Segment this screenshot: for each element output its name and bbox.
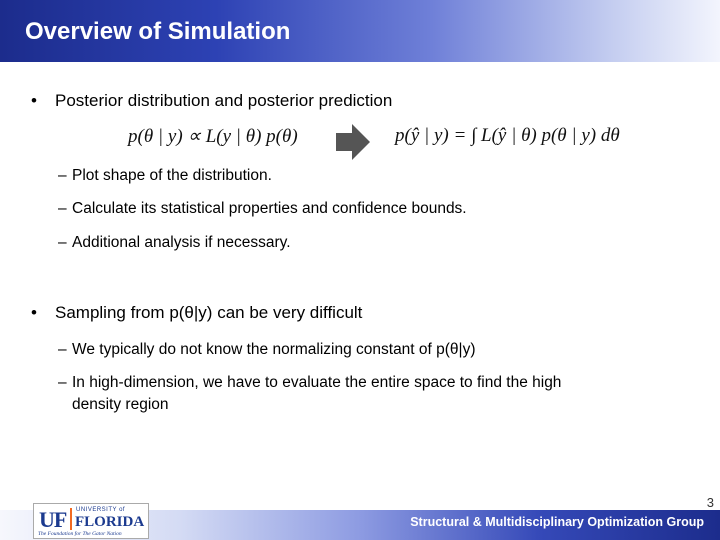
dash-mark: – xyxy=(58,341,67,358)
sub-item-text: In high-dimension, we have to evaluate the entire space to find the high xyxy=(72,374,562,391)
sub-item-text: Additional analysis if necessary. xyxy=(72,234,291,251)
dash-mark: – xyxy=(58,234,67,251)
logo-divider xyxy=(70,508,72,530)
sub-item-text: density region xyxy=(72,396,169,413)
logo-florida: FLORIDA xyxy=(75,514,145,530)
sub-item-text: Plot shape of the distribution. xyxy=(72,167,272,184)
sub-item-text: We typically do not know the normalizing constant of p(θ|y) xyxy=(72,341,476,358)
slide-title: Overview of Simulation xyxy=(25,18,291,45)
bullet-mark: • xyxy=(31,91,37,110)
sub-item-text: Calculate its statistical properties and confidence bounds. xyxy=(72,200,467,217)
logo-uf: UF xyxy=(39,507,67,532)
bullet-1-text: Posterior distribution and posterior prediction xyxy=(55,91,393,110)
bullet-2-text: Sampling from p(θ|y) can be very difficult xyxy=(55,303,363,322)
page-number: 3 xyxy=(706,495,714,510)
dash-mark: – xyxy=(58,374,67,391)
footer-group-name: Structural & Multidisciplinary Optimization Group xyxy=(410,515,704,529)
logo-university-of: UNIVERSITY of xyxy=(76,507,126,513)
right-arrow-icon xyxy=(336,122,372,162)
equation-posterior-prediction: p(ŷ | y) = ∫ L(ŷ | θ) p(θ | y) dθ xyxy=(395,125,620,146)
sub-item-continuation xyxy=(72,394,169,415)
dash-mark: – xyxy=(58,200,67,217)
uf-logo xyxy=(33,503,149,539)
logo-tagline: The Foundation for The Gator Nation xyxy=(38,531,122,537)
dash-mark: – xyxy=(58,167,67,184)
bullet-mark: • xyxy=(31,303,37,322)
equation-posterior: p(θ | y) ∝ L(y | θ) p(θ) xyxy=(128,126,298,147)
